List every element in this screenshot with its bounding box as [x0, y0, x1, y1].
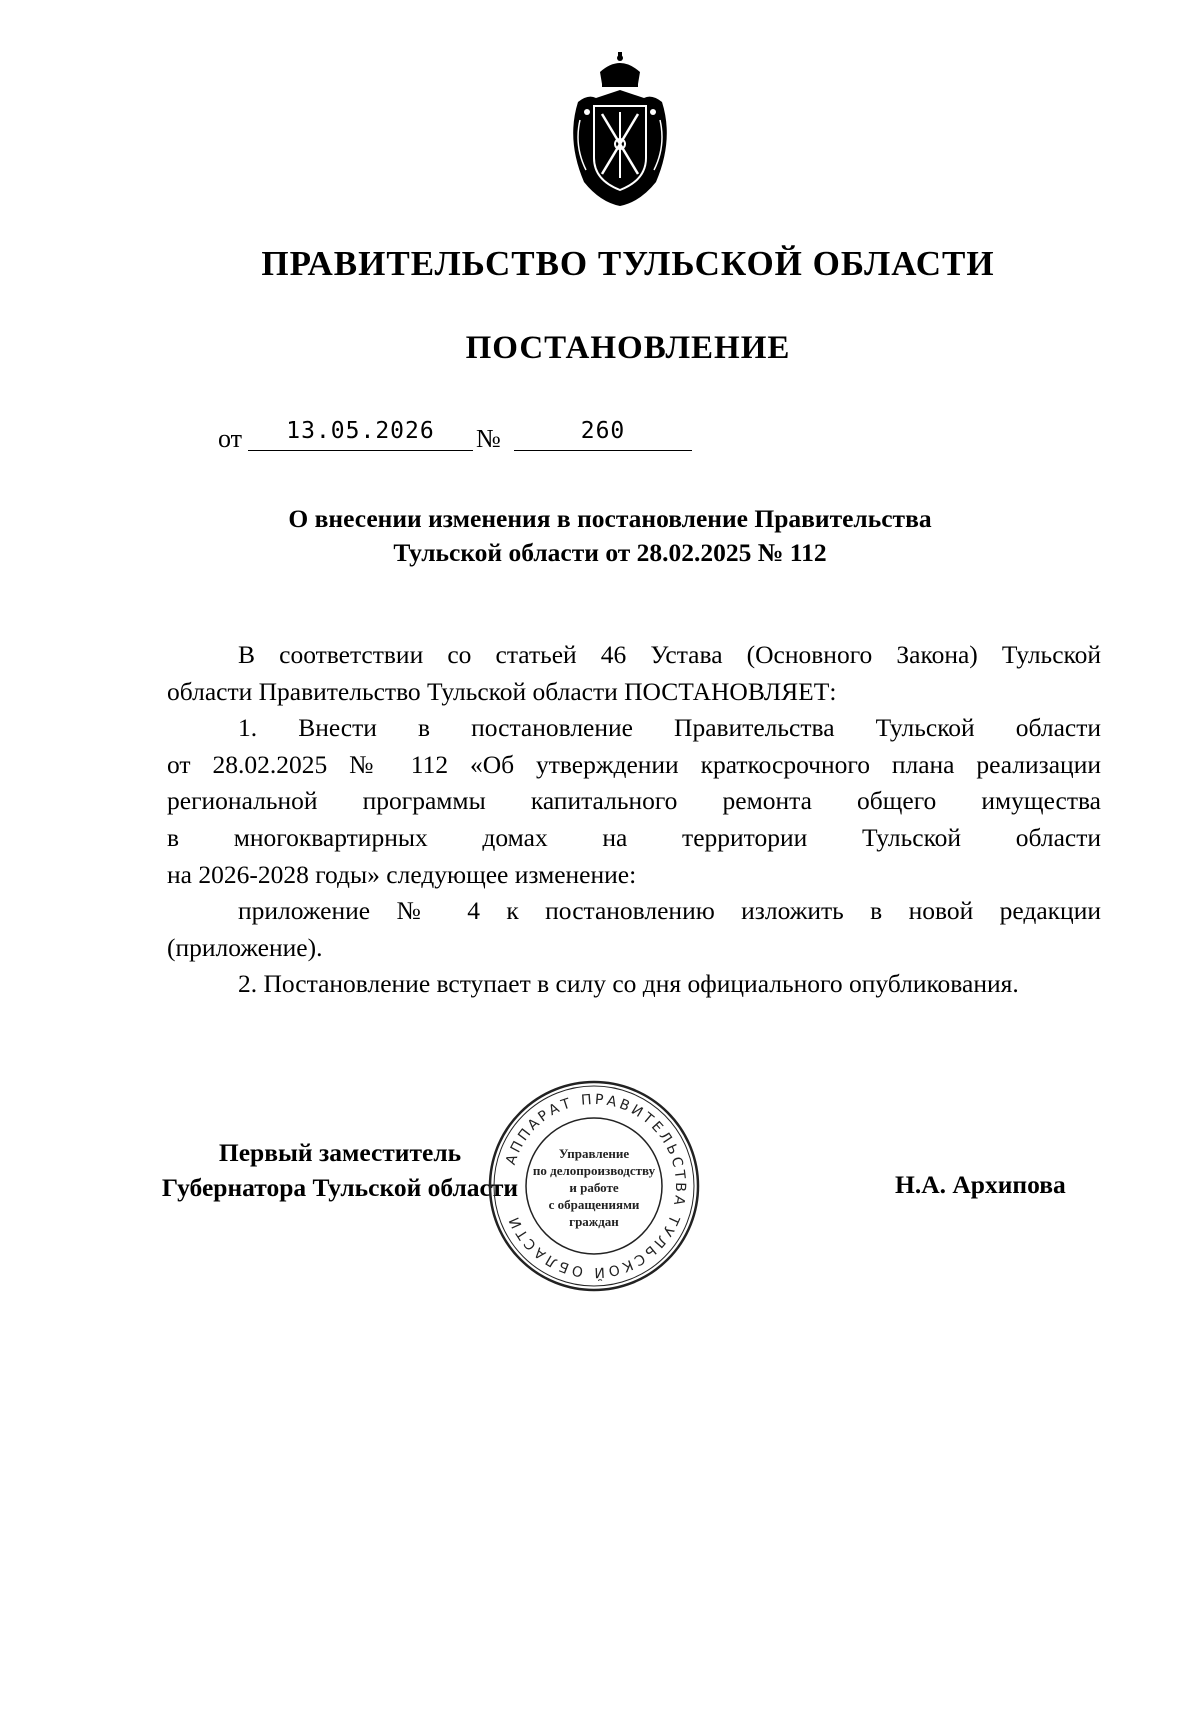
preamble-line: области Правительство Тульской области ПОСТАНОВЛЯЕТ:	[167, 676, 837, 706]
tula-region-coat-of-arms-icon	[560, 50, 680, 210]
item-1-sub-line: (приложение).	[167, 932, 323, 962]
stamp-center-line: с обращениями	[548, 1197, 640, 1212]
signatory-title-line: Губернатора Тульской области	[161, 1173, 519, 1202]
signatory-name: Н.А. Архипова	[895, 1170, 1066, 1199]
stamp-center-line: и работе	[569, 1180, 619, 1195]
item-1-line: региональной программы капитального ремонта общего имущества	[167, 786, 1101, 816]
preamble-line: В соответствии со статьей 46 Устава (Основного Закона) Тульской	[238, 640, 1101, 669]
organization-title: ПРАВИТЕЛЬСТВО ТУЛЬСКОЙ ОБЛАСТИ	[261, 244, 995, 283]
number-label: №	[476, 424, 501, 453]
date-label: от	[218, 424, 243, 453]
document-type: ПОСТАНОВЛЕНИЕ	[465, 330, 791, 366]
signatory-title-line: Первый заместитель	[218, 1138, 462, 1167]
stamp-ring-text: АППАРАТ ПРАВИТЕЛЬСТВА ТУЛЬСКОЙ ОБЛАСТИ	[502, 1091, 689, 1281]
item-2: 2. Постановление вступает в силу со дня официального опубликования.	[238, 969, 1019, 999]
official-stamp	[484, 1076, 704, 1296]
signatory-title	[160, 1135, 520, 1205]
stamp-center-line: по делопроизводству	[532, 1163, 656, 1178]
document-number: 260	[514, 416, 692, 451]
stamp-center-line: граждан	[569, 1214, 619, 1229]
subject-line: О внесении изменения в постановление Правительства	[288, 504, 932, 533]
stamp-center-line: Управление	[558, 1146, 630, 1161]
subject-line: Тульской области от 28.02.2025 № 112	[393, 538, 827, 567]
document-subject	[210, 502, 1010, 570]
item-1-line: на 2026-2028 годы» следующее изменение:	[167, 859, 637, 889]
item-1-line: от 28.02.2025 № 112 «Об утверждении краткосрочного плана реализации	[167, 749, 1101, 779]
document-body	[167, 637, 1101, 1003]
item-1-line: в многоквартирных домах на территории Тульской области	[167, 822, 1101, 852]
item-1-line: 1. Внести в постановление Правительства Тульской области	[238, 713, 1101, 743]
item-1-sub-line: приложение № 4 к постановлению изложить в новой редакции	[238, 896, 1101, 926]
document-date: 13.05.2026	[248, 416, 473, 451]
